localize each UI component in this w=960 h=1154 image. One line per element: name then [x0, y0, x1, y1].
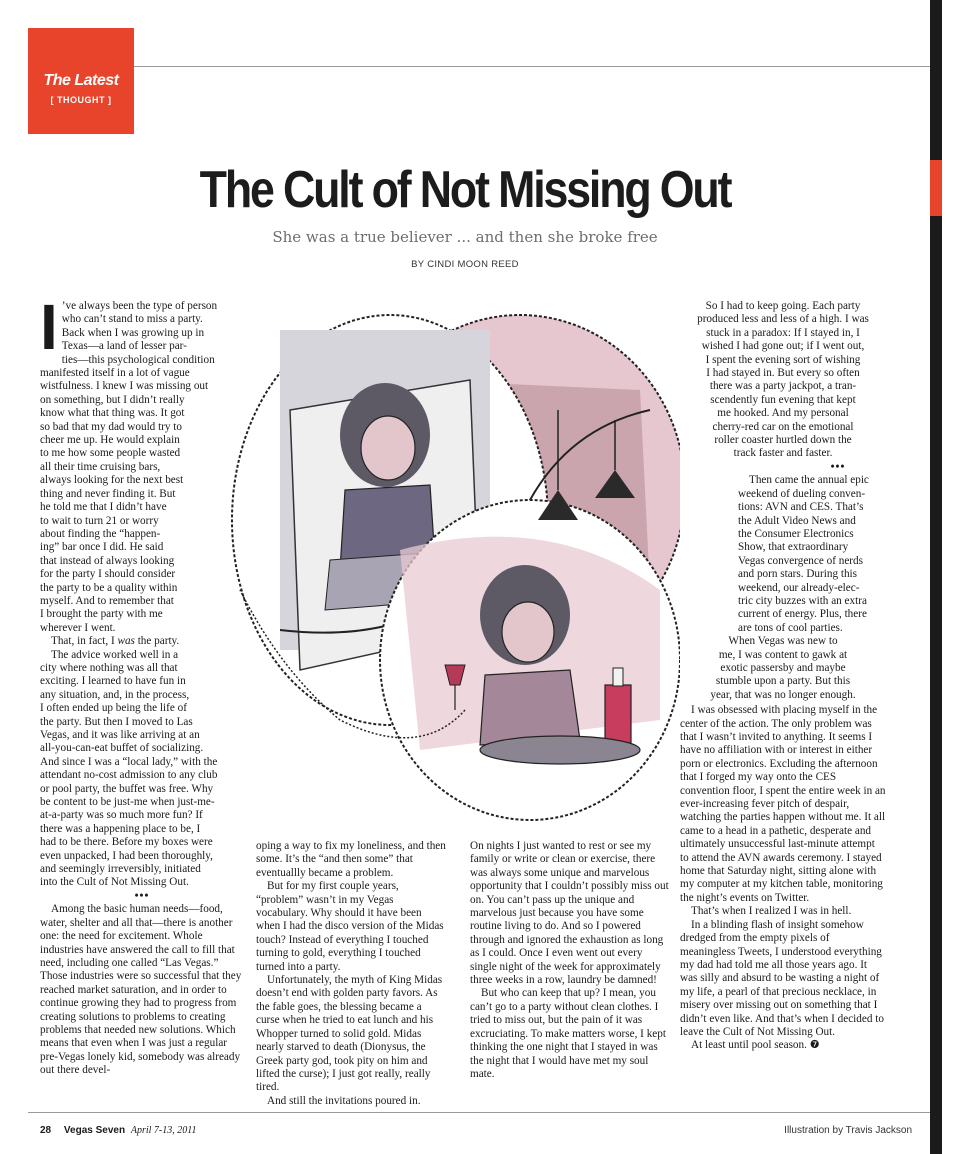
text-line: Vegas, and it was like arriving at an — [40, 729, 200, 741]
text-line: into the Cult of Not Missing Out. — [40, 876, 189, 889]
byline: BY CINDI MOON REED — [411, 259, 519, 270]
text-line: are tons of cool parties. — [738, 621, 843, 634]
text-line: myself. And to remember that — [40, 594, 174, 607]
text-line: the Consumer Electronics — [738, 527, 854, 540]
text-line: at-a-party was so much more fun? If — [40, 809, 203, 822]
page-number: 28 — [40, 1125, 52, 1136]
text-line: Texas—a land of lesser par- — [61, 340, 187, 353]
text-line: on something, but I didn’t really — [40, 393, 185, 406]
col4-paragraph-7: At least until pool season. ❼ — [691, 1039, 820, 1052]
text-line: wistfulness. I knew I was missing out — [40, 380, 209, 393]
text-line: all their time cruising bars, — [40, 460, 161, 473]
magazine-name: Vegas Seven — [63, 1125, 126, 1136]
text-line: Then came the annual epic — [749, 474, 869, 487]
text-line: had to be there. Before my boxes were — [40, 836, 213, 849]
text-line: thing and never finding it. But — [40, 487, 176, 500]
text-line: exciting. I learned to have fun in — [40, 675, 186, 688]
text-line: and porn stars. During this — [738, 568, 858, 581]
text-line: to me how some people wasted — [40, 447, 181, 460]
illo-girl-face — [361, 416, 415, 480]
text-line: city where nothing was all that — [40, 661, 178, 674]
column-3 — [470, 840, 670, 1081]
text-line: stumble upon a party. But this — [715, 675, 851, 688]
column-2 — [256, 840, 446, 1108]
text-line: the party to be a quality within — [40, 581, 178, 594]
text-line: When Vegas was new to — [728, 635, 838, 648]
col3-paragraph-2: But who can keep that up? I mean, you can’t go to a party without clean clothes. I tried to miss out, but the pain of it was excruciating. To make matters worse, I kept thinking the one night that I stayed in was the night that I would have met my soul mate. — [470, 987, 666, 1080]
text-line: stuck in a paradox: If I stayed in, I — [706, 326, 860, 339]
col2-paragraph-3: Unfortunately, the myth of King Midas doesn’t end with golden party favors. As the fable goes, the blessing became a curse when he tried to eat lunch and his Whopper turned to solid gold. Midas nearly starved to death (Dionysus, the Greek party god, took pity on him and lifted the curse); I just got really, really tired. — [256, 974, 443, 1094]
section-tag — [28, 28, 134, 134]
text-line: The advice worked well in a — [51, 648, 179, 661]
text-line: all-you-can-eat buffet of socializing. — [40, 742, 204, 755]
text-line: for the party I should consider — [40, 568, 176, 581]
col2-paragraph-4: And still the invitations poured in. — [267, 1094, 421, 1107]
text-line: Show, that extraordinary — [738, 541, 849, 554]
col1-paragraph-2: That, in fact, I was the party. — [51, 635, 180, 648]
deck: She was a true believer ... and then she broke free — [272, 228, 658, 246]
footer-rule — [28, 1112, 930, 1113]
page-edge-tab — [930, 160, 942, 216]
text-line: cheer me up. He would explain — [40, 434, 180, 447]
illustration — [220, 290, 680, 830]
text-line: and seemingly irreversibly, initiated — [40, 863, 201, 876]
header-rule — [134, 66, 930, 67]
col4-paragraph-4: I was obsessed with placing myself in the center of the action. The only problem was that I wasn’t invited to anything. It seems I have no affiliation with or interest in either porn or electronics. Excluding the afternoon that I forged my way onto the CES convention floor, I spent the entire week in an ever-increasing fever pitch of despair, watching the parties happen without me. It all came to a head in a pathetic, desperate and ultimately unsuccessful last-minute attempt to attend the AVN awards ceremony. I stayed home that Saturday night, sitting alone with my computer at my kitchen table, monitoring the night’s events on Twitter. — [680, 704, 886, 904]
text-line: there was a party jackpot, a tran- — [709, 380, 857, 393]
text-line: he told me that I didn’t have — [40, 501, 167, 514]
issue-date: April 7-13, 2011 — [130, 1125, 197, 1136]
text-line: I had stayed in. But every so often — [706, 367, 860, 380]
section-separator: ••• — [134, 889, 150, 902]
col2-paragraph-1: oping a way to fix my loneliness, and then some. It’s the “and then some” that eventuallly became a problem. — [256, 840, 446, 879]
column-4 — [680, 300, 886, 1053]
text-line: ties—this psychological condition — [61, 353, 215, 366]
text-line: roller coaster hurtled down the — [714, 434, 852, 447]
text-line: be content to be just-me when just-me- — [40, 796, 215, 809]
text-line: to wait to turn 21 or worry — [40, 514, 159, 527]
col4-paragraph-6: In a blinding flash of insight somehow dredged from the empty pixels of meaningless Tweets, I understood everything my dad had told me all those years ago. It was silly and absurd to be wasting a night of my life, a pearl of that precious necklace, in misery over missing out on something that I didn’t even like. And that’s when I decided to leave the Cult of Not Missing Out. — [680, 918, 884, 1038]
column-1 — [40, 291, 244, 1078]
text-line: Back when I was growing up in — [61, 326, 205, 339]
text-line: weekend, our already-elec- — [738, 581, 860, 594]
illo-girl2-body — [480, 670, 580, 745]
text-line: ’ve always been the type of person — [61, 300, 218, 312]
illo-bottle — [605, 685, 631, 743]
text-line: tions: AVN and CES. That’s — [738, 501, 864, 514]
text-line: tric city buzzes with an extra — [738, 594, 867, 607]
col4-paragraph-2 — [680, 474, 886, 635]
text-line: track faster and faster. — [733, 447, 833, 460]
illustration-credit: Illustration by Travis Jackson — [784, 1125, 912, 1136]
text-line: manifested itself in a lot of vague — [40, 367, 190, 380]
text-line: wished I had gone out; if I went out, — [701, 340, 865, 353]
text-line: I often ended up being the life of — [40, 702, 187, 715]
text-line: about finding the “happen- — [40, 527, 161, 540]
text-line: or pool party, the buffet was free. Why — [40, 782, 214, 795]
text-line: I brought the party with me — [40, 608, 163, 621]
text-line: ing” bar once I did. He said — [40, 541, 164, 554]
text-line: the Adult Video News and — [738, 514, 856, 527]
text-line: current of energy. Plus, there — [738, 608, 867, 621]
text-line: So I had to keep going. Each party — [705, 300, 861, 312]
text-line: cherry-red car on the emotional — [712, 420, 854, 433]
col1-intro — [40, 291, 244, 635]
folio — [40, 1125, 197, 1136]
text-line: who can’t stand to miss a party. — [61, 313, 203, 326]
col3-paragraph-1: On nights I just wanted to rest or see my family or write or clean or exercise, there was always some unique and marvelous opportunity that I couldn’t possibly miss out on. You can’t pass up the unique and marvelous just because you have some routine living to do. And so I powered through and ignored the exhaustion as long as I could. Once I even went out every single night of the week for approximately three weeks in a row, laundry be damned! — [470, 840, 669, 987]
drop-cap: I — [40, 291, 58, 363]
section-title: The Latest — [43, 72, 119, 89]
text-line: produced less and less of a high. I was — [697, 313, 869, 326]
col4-paragraph-3 — [680, 635, 886, 702]
text-line: exotic passersby and maybe — [720, 661, 846, 674]
text-line: I spent the evening sort of wishing — [705, 353, 861, 366]
text-line: even unpacked, I had been thoroughly, — [40, 849, 213, 862]
text-line: that instead of always looking — [40, 554, 175, 567]
section-subtitle: [ THOUGHT ] — [50, 95, 112, 105]
text-line: always looking for the next best — [40, 474, 184, 487]
col1-paragraph-4: Among the basic human needs—food, water, shelter and all that—there is another one: the need for excitement. Whole industries have answered the call to fill that need, including one called “Las Vegas.” Those industries were so successful that they reached market saturation, and in order to continue growing they had to progress from creating solutions to problems to creating problems that needed new solutions. Which means that even when I was just a regular pre-Vegas lonely kid, somebody was already out there devel- — [40, 903, 242, 1077]
headline: The Cult of Not Missing Out — [199, 161, 731, 219]
text-line: wherever I went. — [40, 621, 116, 634]
text-line: And since I was a “local lady,” with the — [40, 755, 218, 768]
col1-paragraph-3 — [40, 649, 244, 890]
text-line: so bad that my dad would try to — [40, 420, 183, 433]
text-line: weekend of dueling conven- — [738, 487, 866, 500]
text-line: scendently fun evening that kept — [710, 393, 856, 406]
illo-table — [480, 736, 640, 764]
text-line: any situation, and, in the process, — [40, 688, 190, 701]
text-line: the party. But then I moved to Las — [40, 715, 193, 728]
col2-paragraph-2: But for my first couple years, “problem” wasn’t in my Vegas vocabulary. Why should it have been when I had the disco version of the Midas touch? Instead of everything I touched turning to gold, everything I touched turned into a party. — [256, 880, 444, 973]
text-line: Vegas convergence of nerds — [738, 554, 863, 567]
end-mark-icon: ❼ — [809, 1039, 820, 1052]
col4-paragraph-5: That’s when I realized I was in hell. — [691, 905, 852, 918]
section-separator-2: ••• — [830, 460, 846, 473]
col4-paragraph-1 — [680, 300, 886, 461]
text-line: there was a happening place to be, I — [40, 822, 201, 835]
text-line: know what that thing was. It got — [40, 407, 185, 420]
text-line: attendant no-cost admission to any club — [40, 769, 218, 782]
illo-girl2-face — [502, 602, 554, 662]
text-line: year, that was no longer enough. — [710, 688, 856, 701]
text-line: me hooked. And my personal — [717, 407, 849, 420]
text-line: me, I was content to gawk at — [718, 648, 848, 661]
